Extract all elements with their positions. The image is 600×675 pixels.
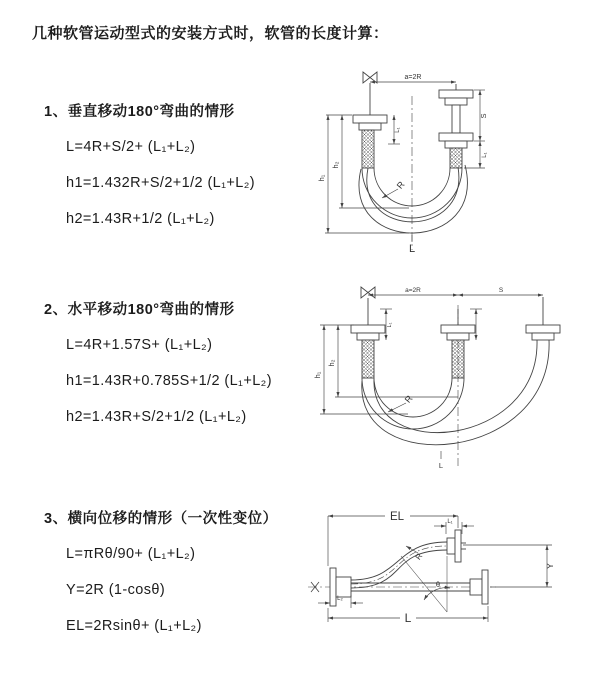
u-bend-arcs — [359, 165, 467, 233]
flange — [351, 325, 385, 333]
label-r: R — [394, 179, 407, 191]
label-l1: L₁ — [482, 152, 488, 158]
formula-L: L=πRθ/90+ (L₁+L₂) — [66, 546, 196, 562]
label-theta: θ — [435, 580, 441, 589]
flange — [447, 333, 469, 340]
formula-h1: h1=1.432R+S/2+1/2 (L₁+L₂) — [66, 175, 256, 191]
dimension-lines — [320, 295, 543, 459]
label-r: R — [413, 551, 425, 562]
formula-L: L=4R+S/2+ (L₁+L₂) — [66, 139, 196, 155]
flange — [470, 579, 482, 595]
flange — [445, 141, 467, 148]
horizontal-travel-diagram — [308, 283, 598, 473]
label-l2: L₂ — [337, 596, 343, 602]
label-l: L — [408, 243, 416, 255]
vertical-travel-diagram — [312, 68, 597, 258]
hose-braid — [452, 340, 464, 378]
flange — [532, 333, 554, 340]
valve-icon — [361, 287, 375, 298]
pipework — [308, 530, 496, 606]
flange — [441, 325, 475, 333]
label-r: R — [402, 393, 415, 405]
lateral-offset-diagram — [300, 500, 600, 655]
pipework — [353, 72, 473, 250]
flange — [455, 530, 461, 562]
dimension-lines — [318, 516, 552, 622]
flange — [353, 115, 387, 123]
section-2-heading: 2、水平移动180°弯曲的情形 — [44, 302, 235, 318]
formula-L: L=4R+1.57S+ (L₁+L₂) — [66, 337, 213, 353]
formula-h2: h2=1.43R+1/2 (L₁+L₂) — [66, 211, 215, 227]
section-horizontal-travel — [44, 298, 272, 427]
label-h2: h₂ — [331, 161, 340, 169]
label-l1: L₁ — [447, 519, 453, 525]
dimension-labels — [313, 287, 504, 470]
page-title: 几种软管运动型式的安装方式时，软管的长度计算： — [32, 25, 389, 42]
label-l1: L₁ — [387, 322, 393, 328]
section-vertical-travel — [44, 100, 255, 229]
label-l1-left: L₁ — [395, 127, 401, 133]
flange — [330, 568, 336, 606]
label-s: S — [479, 113, 488, 119]
flange — [526, 325, 560, 333]
hose-braid — [362, 340, 374, 378]
label-l: L — [404, 611, 412, 625]
pipework — [351, 287, 560, 466]
label-h1: h₁ — [317, 174, 326, 182]
flange — [447, 538, 455, 554]
label-a2r: a=2R — [405, 287, 421, 294]
valve-icon — [363, 72, 377, 83]
flange — [357, 333, 379, 340]
pipe — [452, 105, 460, 133]
formula-Y: Y=2R (1-cosθ) — [66, 582, 166, 598]
hose-braid — [362, 130, 374, 168]
section-1-heading: 1、垂直移动180°弯曲的情形 — [44, 104, 235, 120]
section-3-heading: 3、横向位移的情形（一次性变位） — [44, 511, 278, 527]
formula-h1: h1=1.43R+0.785S+1/2 (L₁+L₂) — [66, 373, 272, 389]
label-a2r: a=2R — [404, 74, 422, 81]
label-el: EL — [389, 511, 405, 523]
formula-EL: EL=2Rsinθ+ (L₁+L₂) — [66, 618, 202, 634]
label-h2: h₂ — [327, 359, 336, 367]
hose-braid — [450, 148, 462, 168]
formula-h2: h2=1.43R+S/2+1/2 (L₁+L₂) — [66, 409, 247, 425]
flange — [482, 570, 488, 604]
flange — [439, 90, 473, 98]
label-l: L — [438, 461, 444, 470]
label-h1: h₁ — [313, 371, 322, 379]
flange — [445, 98, 467, 105]
label-s: S — [498, 287, 504, 294]
label-y: Y — [545, 563, 555, 569]
flange — [359, 123, 381, 130]
section-lateral-offset — [44, 507, 278, 636]
flange — [439, 133, 473, 141]
hose-s-curve — [351, 542, 447, 588]
flange — [336, 577, 351, 597]
